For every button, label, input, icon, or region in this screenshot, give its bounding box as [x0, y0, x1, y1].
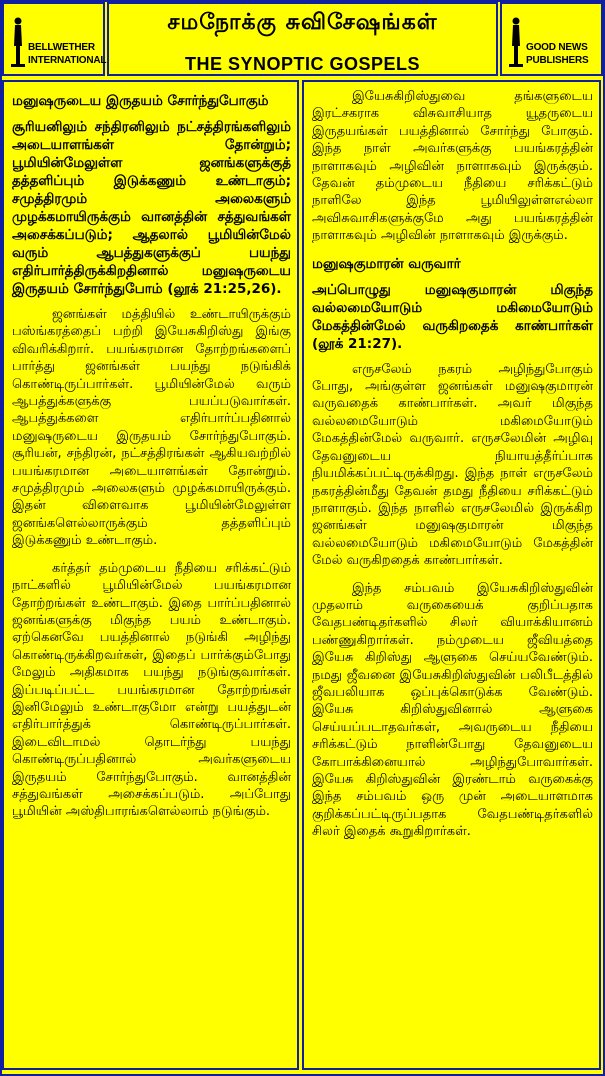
- scripture-verse-luke-21-27: அப்பொழுது மனுஷகுமாரன் மிகுந்த வல்லமையோடும் மகிமையோடும் மேகத்தின்மேல் வருகிறதைக் காண்பார்கள் (லூக் 21:27).: [312, 281, 593, 352]
- body-paragraph: இந்த சம்பவம் இயேசுகிறிஸ்துவின் முதலாம் வருகையைக் குறிப்பதாக வேதபண்டிதர்களில் சிலர் வியாக்கியானம் பண்ணுகிறார்கள். நம்முடைய ஜீவியத்தை இயேசு கிறிஸ்து ஆளுகை செய்யவேண்டும். நமது ஜீவனை இயேசுகிறிஸ்துவின் பலிபீடத்தில் ஜீவபலியாக ஒப்புக்கொடுக்க வேண்டும். இயேசு கிறிஸ்துவினால் ஆளுகை செய்யப்படாதவர்கள், அவருடைய நீதியை சரிக்கட்டும் நாளின்போது தேவனுடைய கோபாக்கினையால் அழிந்துபோவார்கள். இயேசு கிறிஸ்துவின் இரண்டாம் வருகைக்கு இந்த சம்பவம் ஒரு முன் அடையாளமாக குறிக்கப்பட்டிருப்பதாக வேதபண்டிதர்களில் சிலர் இதைக் கூறுகிறார்கள்.: [312, 580, 593, 840]
- header: [2, 2, 603, 76]
- body-paragraph: எருசலேம் நகரம் அழிந்துபோகும் போது, அங்குள்ள ஜனங்கள் மனுஷகுமாரன் வருவதைக் காண்பார்கள். அவர் மிகுந்த வல்லமையோடும் மகிமையோடும் மேகத்தின்மேல் வருவார். எருசலேமின் அழிவு தேவனுடைய நியாயத்தீர்ப்பாக நியமிக்கப்பட்டிருக்கிறது. இந்த நாள் எருசலேம் நகரத்தின்மீது தேவன் தமது நீதியை சரிக்கட்டும் நாளாகும். இந்த நாளில் எருசலேமில் இருக்கிற ஜனங்கள் மனுஷகுமாரன் மிகுந்த வல்லமையோடும் மகிமையோடும் மேகத்தின் மேல் வருகிறதைக் காண்பார்கள்.: [312, 361, 593, 569]
- left-column: [2, 80, 299, 1070]
- section-heading-son-of-man: மனுஷகுமாரன் வருவார்: [312, 255, 461, 272]
- body-paragraph: ஜனங்கள் மத்தியில் உண்டாயிருக்கும் பஸ்ங்கரத்தைப் பற்றி இயேசுகிறிஸ்து இங்கு விவரிக்கிறார். பயங்கரமான தோற்றங்களைப் பார்த்து ஜனங்கள் பயந்து நடுங்கிக் கொண்டிருப்பார்கள். பூமியின்மேல் வரும் ஆபத்துக்களுக்கு பயப்படுவார்கள். ஆபத்துக்களை எதிர்பார்ப்பதினால் மனுஷருடைய இருதயம் சோர்ந்துபோகும். சூரியன், சந்திரன், நட்சத்திரங்கள் ஆகியவற்றில் பயங்கரமான அடையாளங்கள் தோன்றும். சமுத்திரமும் அலைகளும் முழக்கமாயிருக்கும். இதன் விளைவாக பூமியின்மேலுள்ள ஜனங்களெல்லாருக்கும் தத்தளிப்பும் இடுக்கணும் உண்டாகும்.: [12, 307, 291, 549]
- logo-good-news: [500, 2, 603, 76]
- bellwether-figure-icon: [10, 16, 26, 68]
- body-paragraph: இயேசுகிறிஸ்துவை தங்களுடைய இரட்சகராக விசுவாசியாத யூதருடைய இருதயங்கள் பயத்தினால் சோர்ந்து போகும். இந்த நாள் அவர்களுக்கு பயங்கரத்தின் நாளாகவும் அழிவின் நாளாகவும் இருக்கும். தேவன் தம்முடைய நீதியை சரிக்கட்டும் நாளிலே இந்த பூமியிலுள்ளஎல்லா அவிசுவாசிகளுக்குமே அது பயங்கரத்தின் நாளாகவும் அழிவின் நாளாகவும் இருக்கும்.: [312, 89, 593, 244]
- page-title-english: THE SYNOPTIC GOSPELS: [184, 54, 421, 74]
- logo-right-line1: GOOD NEWS: [526, 42, 588, 53]
- logo-left-line2: INTERNATIONAL: [28, 55, 107, 66]
- right-column: [302, 80, 601, 1070]
- logo-right-line2: PUBLISHERS: [526, 55, 589, 66]
- scripture-verse-luke-21-25: சூரியனிலும் சந்திரனிலும் நட்சத்திரங்களிலும் அடையாளங்கள் தோன்றும்; பூமியின்மேலுள்ள ஜனங்களுக்குத் தத்தளிப்பும் இடுக்கணும் உண்டாகும்; சமுத்திரமும் அலைகளும் முழக்கமாயிருக்கும் வானத்தின் சத்துவங்கள் அசைக்கப்படும்; ஆதலால் பூமியின்மேல் வரும் ஆபத்துகளுக்குப் பயந்து எதிர்பார்த்திருக்கிறதினால் மனுஷருடைய இருதயம் சோர்ந்துபோம் (லூக் 21:25,26).: [12, 119, 291, 297]
- body-paragraph: கர்த்தர் தம்முடைய நீதியை சரிக்கட்டும் நாட்களில் பூமியின்மேல் பயங்கரமான தோற்றங்கள் உண்டாகும். இதை பார்ப்பதினால் ஜனங்களுக்கு மிகுந்த பயம் உண்டாகும். ஏற்கெனவே பயத்தினால் நடுங்கி அழிந்து கொண்டிருக்கிறவர்கள், இதைப் பார்க்கும்போது மேலும் அதிகமாக பயந்து நடுங்குவார்கள். இப்படிப்பட்ட பயங்கரமான தோற்றங்கள் இனிமேலும் உண்டாகுமோ என்று பயத்துடன் எதிர்பார்த்துக் கொண்டிருப்பார்கள். இடைவிடாமல் தொடர்ந்து பயந்து கொண்டிருப்பதினால் அவர்களுடைய இருதயம் சோர்ந்துபோகும். வானத்தின் சத்துவங்கள் அசைக்கப்படும். அப்போது பூமியின் அஸ்திபாரங்களெல்லாம் நடுங்கும்.: [12, 560, 291, 820]
- logo-bellwether: [2, 2, 105, 76]
- section-heading-heart-fails: மனுஷருடைய இருதயம் சோர்ந்துபோகும்: [12, 93, 269, 109]
- title-box: [107, 2, 498, 76]
- good-news-figure-icon: [508, 16, 524, 68]
- logo-left-line1: BELLWETHER: [28, 42, 95, 53]
- page-title-tamil: சமநோக்கு சுவிசேஷங்கள்: [167, 10, 438, 35]
